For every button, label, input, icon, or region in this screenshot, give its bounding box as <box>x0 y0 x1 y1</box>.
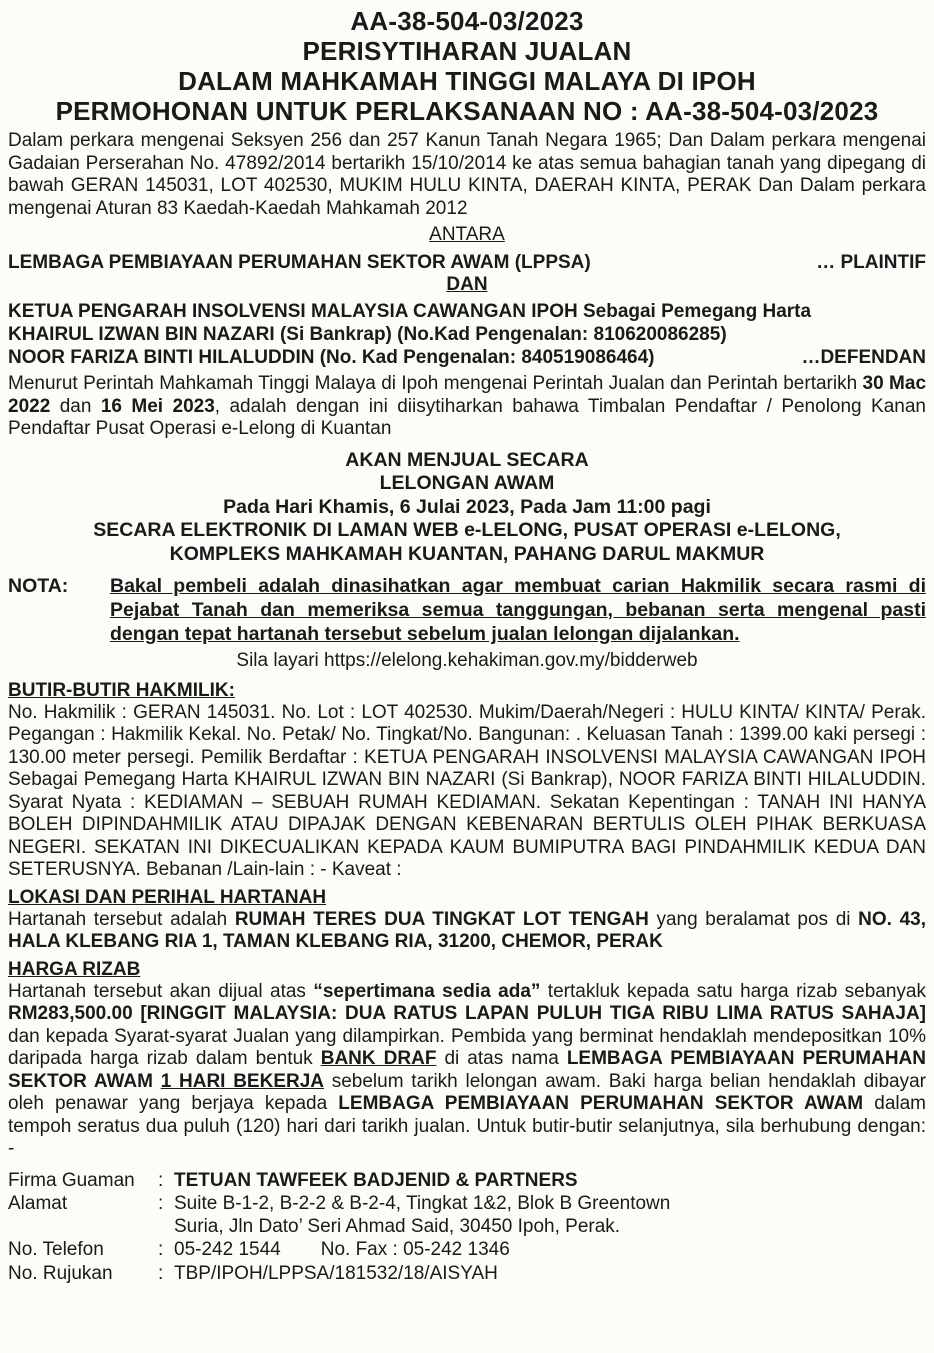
defendant-role: …DEFENDAN <box>801 347 926 368</box>
antara-label: ANTARA <box>429 224 505 245</box>
nota-text: Bakal pembeli adalah dinasihatkan agar membuat carian Hakmilik secara rasmi di Pejabat Tanah dan memeriksa semua tanggungan, bebanan serta mengenal pasti dengan tepat hartanah tersebut sebelum jualan lelongan dijalankan. <box>110 575 926 645</box>
contact-firm-row: Firma Guaman : TETUAN TAWFEEK BADJENID & PARTNERS <box>8 1169 926 1192</box>
dan-label: DAN <box>446 273 488 295</box>
sale-line-1: AKAN MENJUAL SECARA <box>345 448 589 471</box>
defendant-line-1: KETUA PENGARAH INSOLVENSI MALAYSIA CAWANGAN IPOH Sebagai Pemegang Harta <box>8 301 812 322</box>
defendant-name: NOOR FARIZA BINTI HILALUDDIN (No. Kad Pengenalan: 840519086464) <box>8 347 655 368</box>
phone-number: 05-242 1544 <box>174 1239 281 1261</box>
sale-venue-1: SECARA ELEKTRONIK DI LAMAN WEB e-LELONG, PUSAT OPERASI e-LELONG, <box>93 519 841 541</box>
harga-title: HARGA RIZAB <box>8 958 141 980</box>
website-link[interactable]: Sila layari https://elelong.kehakiman.gov.my/bidderweb <box>236 650 698 671</box>
plaintiff-name: LEMBAGA PEMBIAYAAN PERUMAHAN SEKTOR AWAM (LPPSA) <box>8 251 591 273</box>
fax-number: No. Fax : 05-242 1346 <box>320 1239 510 1261</box>
sale-date-time: Pada Hari Khamis, 6 Julai 2023, Pada Jam 11:00 pagi <box>223 495 711 518</box>
address-line-2: Suria, Jln Dato’ Seri Ahmad Said, 30450 Ipoh, Perak. <box>174 1216 621 1238</box>
reference-number: TBP/IPOH/LPPSA/181532/18/AISYAH <box>174 1262 498 1284</box>
property-address: NO. 43, HALA KLEBANG RIA 1, TAMAN KLEBANG RIA, 31200, CHEMOR, PERAK <box>8 908 926 952</box>
case-reference: AA-38-504-03/2023 <box>350 6 584 36</box>
contact-phone-row: No. Telefon : 05-242 1544 No. Fax : 05-242 1346 <box>8 1239 510 1261</box>
reserve-price: RM283,500.00 [RINGGIT MALAYSIA: DUA RATUS LAPAN PULUH TIGA RIBU LIMA RATUS SAHAJA] <box>8 1003 926 1024</box>
order-date-2: 16 Mei 2023 <box>100 395 215 417</box>
sale-line-2: LELONGAN AWAM <box>379 472 555 494</box>
intro-paragraph: Dalam perkara mengenai Seksyen 256 dan 257 Kanun Tanah Negara 1965; Dan Dalam perkara mengenai Gadaian Perserahan No. 47892/2014 bertarikh 15/10/2014 ke atas semua bahagian tanah yang dipegang di bawah GERAN 145031, LOT 402530, MUKIM HULU KINTA, DAERAH KINTA, PERAK Dan Dalam perkara mengenai Aturan 83 Kaedah-Kaedah Mahkamah 2012 <box>8 130 926 219</box>
contact-block <box>8 1169 926 1285</box>
court-name: DALAM MAHKAMAH TINGGI MALAYA DI IPOH <box>178 66 756 96</box>
sale-venue-2: KOMPLEKS MAHKAMAH KUANTAN, PAHANG DARUL MAKMUR <box>169 542 765 565</box>
defendant-line-2: KHAIRUL IZWAN BIN NAZARI (Si Bankrap) (No.Kad Pengenalan: 810620086285) <box>8 324 727 345</box>
butir-text: No. Hakmilik : GERAN 145031. No. Lot : LOT 402530. Mukim/Daerah/Negeri : HULU KINTA/ KINTA/ Perak. Pegangan : Hakmilik Kekal. No. Petak/ No. Tingkat/No. Bangunan: . Keluasan Tanah : 1399.00 kaki persegi : 130.00 meter persegi. Pemilik Berdaftar : KETUA PENGARAH INSOLVENSI MALAYSIA CAWANGAN IPOH Sebagai Pemegang Harta KHAIRUL IZWAN BIN NAZARI (Si Bankrap), NOOR FARIZA BINTI HILALUDDIN. Syarat Nyata : KEDIAMAN – SEBUAH RUMAH KEDIAMAN. Sekatan Kepentingan : TANAH INI HANYA BOLEH DIPINDAHMILIK ATAU DIPAJAK DENGAN KEBENARAN BERTULIS OLEH PIHAK BERKUASA NEGERI. SEKATAN INI DIKECUALIKAN KEPADA KAUM BUMIPUTRA BAGI PINDAHMILIK KEDUA DAN SETERUSNYA. Bebanan /Lain-lain : - Kaveat : <box>8 701 926 880</box>
butir-title: BUTIR-BUTIR HAKMILIK: <box>8 679 235 701</box>
plaintiff-row <box>8 251 926 274</box>
order-date-1: 30 Mac 2022 <box>8 373 927 417</box>
address-line-1: Suite B-1-2, B-2-2 & B-2-4, Tingkat 1&2, Blok B Greentown <box>174 1192 671 1214</box>
notice-title: PERISYTIHARAN JUALAN <box>302 36 632 66</box>
lokasi-title: LOKASI DAN PERIHAL HARTANAH <box>8 886 327 908</box>
application-number: PERMOHONAN UNTUK PERLAKSANAAN NO : AA-38-504-03/2023 <box>55 96 879 126</box>
lokasi-text: Hartanah tersebut adalah RUMAH TERES DUA TINGKAT LOT TENGAH yang beralamat pos di NO. 43, HALA KLEBANG RIA 1, TAMAN KLEBANG RIA, 31200, CHEMOR, PERAK <box>8 908 926 952</box>
defendant-line-3 <box>8 346 926 369</box>
contact-address-row-2 <box>8 1215 926 1238</box>
nota-label: NOTA: <box>8 575 69 597</box>
harga-text: Hartanah tersebut akan dijual atas “sepertimana sedia ada” tertakluk kepada satu harga rizab sebanyak RM283,500.00 [RINGGIT MALAYSIA: DUA RATUS LAPAN PULUH TIGA RIBU LIMA RATUS SAHAJA] dan kepada Syarat-syarat Jualan yang dilampirkan. Pembida yang berminat hendaklah mendepositkan 10% daripada harga rizab dalam bentuk BANK DRAF di atas nama LEMBAGA PEMBIAYAAN PERUMAHAN SEKTOR AWAM 1 HARI BEKERJA sebelum tarikh lelongan awam. Baki harga belian hendaklah dibayar oleh penawar yang berjaya kepada LEMBAGA PEMBIAYAAN PERUMAHAN SEKTOR AWAM dalam tempoh seratus dua puluh (120) hari dari tarikh jualan. Untuk butir-butir selanjutnya, sila berhubung dengan: - <box>8 980 927 1159</box>
court-order-paragraph: Menurut Perintah Mahkamah Tinggi Malaya di Ipoh mengenai Perintah Jualan dan Perintah bertarikh 30 Mac 2022 dan 16 Mei 2023, adalah dengan ini diisytiharkan bahawa Timbalan Pendaftar / Penolong Kanan Pendaftar Pusat Operasi e-Lelong di Kuantan <box>8 373 927 439</box>
contact-reference-row: No. Rujukan : TBP/IPOH/LPPSA/181532/18/AISYAH <box>8 1262 926 1285</box>
property-type: RUMAH TERES DUA TINGKAT LOT TENGAH <box>234 908 649 930</box>
law-firm-name: TETUAN TAWFEEK BADJENID & PARTNERS <box>174 1169 578 1191</box>
contact-address-row: Alamat : Suite B-1-2, B-2-2 & B-2-4, Tingkat 1&2, Blok B Greentown <box>8 1192 926 1215</box>
nota-block <box>8 574 926 646</box>
plaintiff-role: … PLAINTIF <box>816 251 926 273</box>
